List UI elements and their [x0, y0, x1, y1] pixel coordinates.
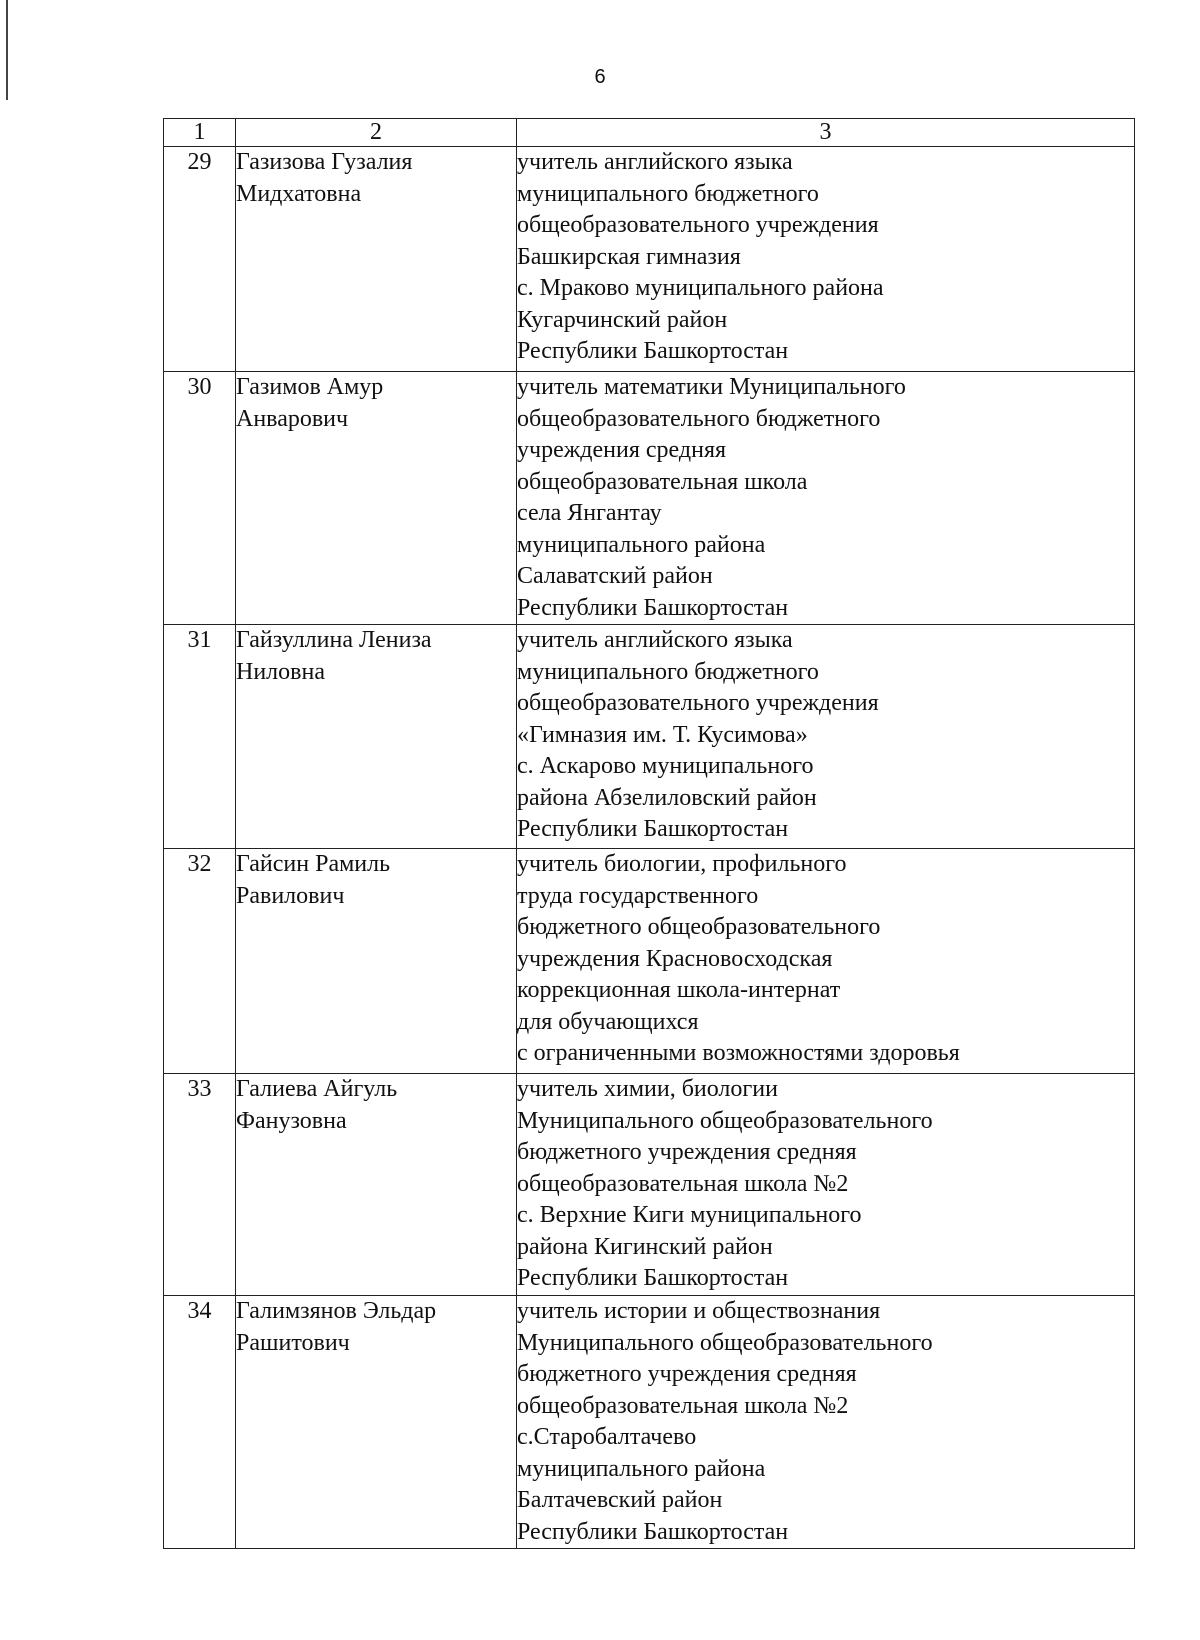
- position-line: муниципального бюджетного: [517, 658, 819, 685]
- name-line: Гайсин Рамиль: [236, 851, 391, 877]
- position-line: общеобразовательная школа №2: [517, 1170, 849, 1197]
- position-line: общеобразовательного бюджетного: [517, 405, 881, 432]
- name-line: Рашитович: [236, 1329, 350, 1356]
- person-name: [236, 372, 517, 625]
- position-line: для обучающихся: [517, 1008, 699, 1035]
- position-line: учитель биологии, профильного: [517, 851, 847, 877]
- position-line: Муниципального общеобразовательного: [517, 1107, 933, 1134]
- position-description: [517, 1074, 1135, 1296]
- table-row: [164, 147, 1135, 372]
- position-line: общеобразовательного учреждения: [517, 212, 879, 238]
- position-line: с. Аскарово муниципального: [517, 753, 814, 779]
- table-row: [164, 372, 1135, 625]
- name-line: Ниловна: [236, 658, 325, 685]
- position-line: бюджетного общеобразовательного: [517, 914, 881, 940]
- position-line: «Гимназия им. Т. Кусимова»: [517, 721, 808, 748]
- position-line: Салаватский район: [517, 563, 713, 589]
- position-line: общеобразовательного учреждения: [517, 690, 879, 716]
- position-line: учитель математики Муниципального: [517, 374, 906, 400]
- position-line: труда государственного: [517, 882, 759, 909]
- column-header-name: 2: [236, 119, 517, 147]
- position-description: [517, 372, 1135, 625]
- position-line: района Абзелиловский район: [517, 784, 817, 811]
- person-name: [236, 1296, 517, 1549]
- position-description: [517, 1296, 1135, 1549]
- row-number: 32: [164, 849, 236, 1074]
- position-line: Республики Башкортостан: [517, 594, 789, 621]
- position-line: бюджетного учреждения средняя: [517, 1361, 857, 1387]
- position-line: с.Старобалтачево: [517, 1424, 697, 1450]
- person-name: [236, 1074, 517, 1296]
- position-line: с. Мраково муниципального района: [517, 275, 884, 301]
- position-line: Муниципального общеобразовательного: [517, 1329, 933, 1356]
- name-line: Гайзуллина Лениза: [236, 627, 432, 653]
- column-header-position: 3: [517, 119, 1135, 147]
- table-row: [164, 1074, 1135, 1296]
- position-line: с ограниченными возможностями здоровья: [517, 1040, 960, 1066]
- teachers-table: [163, 118, 1135, 1549]
- position-line: Республики Башкортостан: [517, 338, 789, 364]
- name-line: Равилович: [236, 882, 345, 909]
- table-row: [164, 1296, 1135, 1549]
- position-line: Башкирская гимназия: [517, 243, 741, 270]
- position-line: района Кигинский район: [517, 1233, 773, 1260]
- position-line: учитель истории и обществознания: [517, 1298, 881, 1324]
- name-line: Газимов Амур: [236, 374, 384, 400]
- person-name: [236, 147, 517, 372]
- position-line: Кугарчинский район: [517, 306, 728, 333]
- position-line: Республики Башкортостан: [517, 1265, 789, 1291]
- position-description: [517, 625, 1135, 849]
- position-line: муниципального бюджетного: [517, 180, 819, 207]
- row-number: 33: [164, 1074, 236, 1296]
- page-number: 6: [594, 66, 606, 88]
- position-line: общеобразовательная школа №2: [517, 1392, 849, 1419]
- position-description: [517, 849, 1135, 1074]
- name-line: Галиева Айгуль: [236, 1076, 398, 1102]
- position-description: [517, 147, 1135, 372]
- position-line: учитель английского языка: [517, 627, 793, 653]
- position-line: учреждения средняя: [517, 437, 727, 463]
- position-line: учреждения Красновосходская: [517, 945, 833, 972]
- position-line: Балтачевский район: [517, 1487, 723, 1513]
- person-name: [236, 849, 517, 1074]
- name-line: Мидхатовна: [236, 180, 362, 207]
- name-line: Фанузовна: [236, 1107, 347, 1134]
- table-row: [164, 625, 1135, 849]
- position-line: коррекционная школа-интернат: [517, 977, 841, 1003]
- name-line: Газизова Гузалия: [236, 149, 413, 175]
- position-line: учитель английского языка: [517, 149, 793, 175]
- column-header-number: 1: [164, 119, 236, 147]
- table-header-row: [164, 119, 1135, 147]
- row-number: 29: [164, 147, 236, 372]
- position-line: учитель химии, биологии: [517, 1076, 778, 1102]
- position-line: Республики Башкортостан: [517, 816, 789, 842]
- position-line: муниципального района: [517, 1455, 766, 1482]
- position-line: общеобразовательная школа: [517, 468, 808, 495]
- row-number: 34: [164, 1296, 236, 1549]
- name-line: Галимзянов Эльдар: [236, 1298, 437, 1324]
- position-line: муниципального района: [517, 531, 766, 558]
- person-name: [236, 625, 517, 849]
- row-number: 31: [164, 625, 236, 849]
- position-line: Республики Башкортостан: [517, 1518, 789, 1545]
- name-line: Анварович: [236, 405, 349, 432]
- position-line: бюджетного учреждения средняя: [517, 1139, 857, 1165]
- table-row: [164, 849, 1135, 1074]
- position-line: с. Верхние Киги муниципального: [517, 1202, 862, 1228]
- position-line: села Янгантау: [517, 500, 662, 526]
- row-number: 30: [164, 372, 236, 625]
